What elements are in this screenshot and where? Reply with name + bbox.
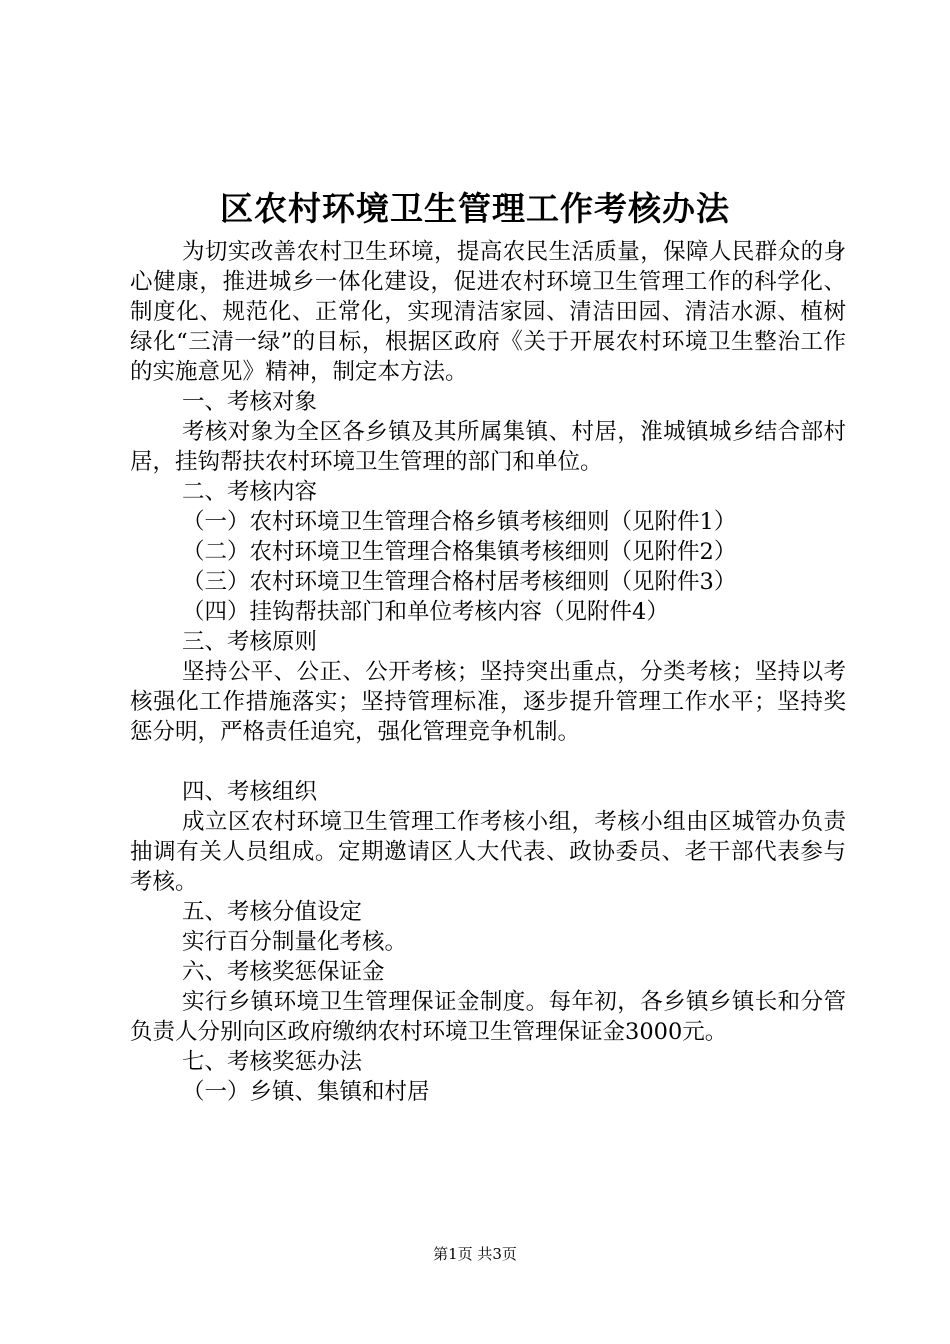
paragraph-intro: 为切实改善农村卫生环境，提高农民生活质量，保障人民群众的身心健康，推进城乡一体化建设，促进农村环境卫生管理工作的科学化、制度化、规范化、正常化，实现清洁家园、清洁田园、清洁水源、植树绿化“三清一绿”的目标，根据区政府《关于开展农村环境卫生整治工作的实施意见》精神，制定本方法。 <box>130 239 846 385</box>
section-heading-5: 五、考核分值设定 <box>182 899 363 925</box>
section-heading-2: 二、考核内容 <box>182 479 318 505</box>
section-heading-7: 七、考核奖惩办法 <box>182 1049 363 1075</box>
paragraph-organization: 成立区农村环境卫生管理工作考核小组，考核小组由区城管办负责抽调有关人员组成。定期邀请区人大代表、政协委员、老干部代表参与考核。 <box>130 809 846 895</box>
paragraph-assessment-objects: 考核对象为全区各乡镇及其所属集镇、村居，淮城镇城乡结合部村居，挂钩帮扶农村环境卫生管理的部门和单位。 <box>130 419 846 475</box>
section-heading-4: 四、考核组织 <box>182 779 318 805</box>
list-item-content-2: （二）农村环境卫生管理合格集镇考核细则（见附件2） <box>182 539 737 565</box>
paragraph-scoring: 实行百分制量化考核。 <box>182 929 408 955</box>
section-heading-6: 六、考核奖惩保证金 <box>182 959 385 985</box>
paragraph-deposit: 实行乡镇环境卫生管理保证金制度。每年初，各乡镇乡镇长和分管负责人分别向区政府缴纳农村环境卫生管理保证金3000元。 <box>130 989 846 1045</box>
section-heading-3: 三、考核原则 <box>182 629 318 655</box>
paragraph-principles: 坚持公平、公正、公开考核；坚持突出重点，分类考核；坚持以考核强化工作措施落实；坚持管理标准，逐步提升管理工作水平；坚持奖惩分明，严格责任追究，强化管理竞争机制。 <box>130 659 846 745</box>
page-number: 第1页 共3页 <box>433 1245 517 1263</box>
list-item-content-1: （一）农村环境卫生管理合格乡镇考核细则（见附件1） <box>182 509 737 535</box>
section-heading-1: 一、考核对象 <box>182 389 318 415</box>
list-item-content-4: （四）挂钩帮扶部门和单位考核内容（见附件4） <box>182 599 669 625</box>
list-item-content-3: （三）农村环境卫生管理合格村居考核细则（见附件3） <box>182 569 737 595</box>
document-body <box>130 237 846 1107</box>
list-item-reward-1: （一）乡镇、集镇和村居 <box>182 1079 430 1105</box>
document-title: 区农村环境卫生管理工作考核办法 <box>220 189 730 228</box>
